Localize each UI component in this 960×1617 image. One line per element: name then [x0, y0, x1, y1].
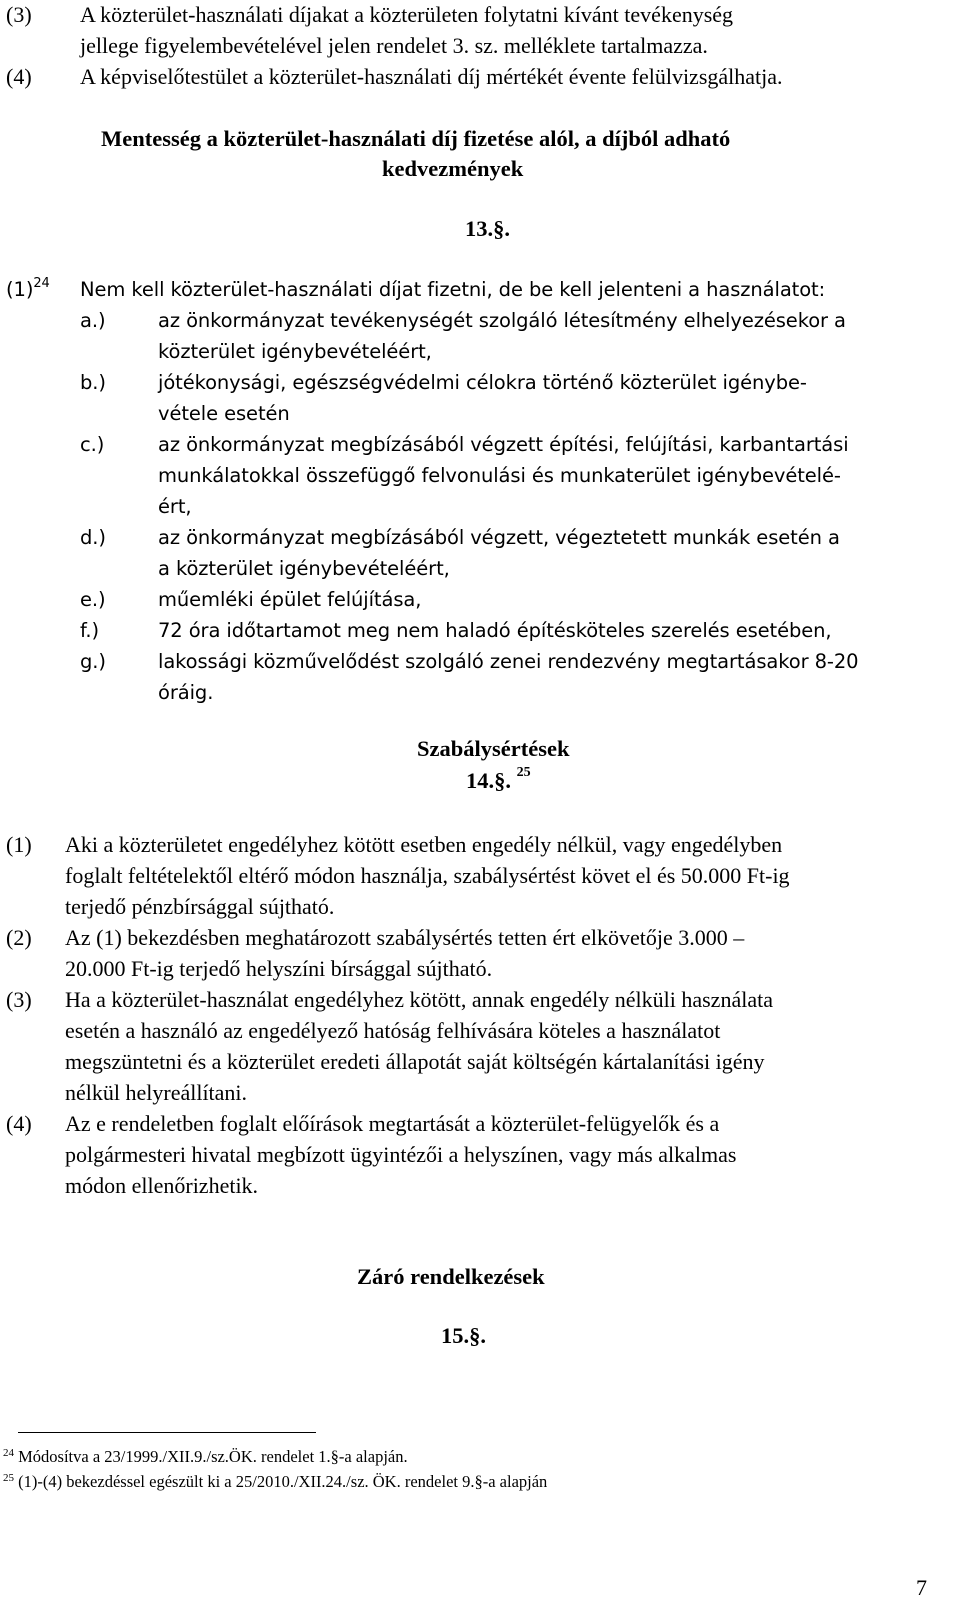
- list-label: f.): [80, 619, 99, 642]
- list-item-line: az önkormányzat megbízásából végzett építési, felújítási, karbantartási: [158, 433, 849, 456]
- footnote-ref: 25: [516, 765, 531, 780]
- para-line: Ha a közterület-használat engedélyhez kötött, annak engedély nélküli használata: [65, 987, 773, 1012]
- para-num: (2): [6, 925, 32, 950]
- list-item-line: ért,: [158, 495, 192, 518]
- list-label: g.): [80, 650, 106, 673]
- para-line: megszüntetni és a közterület eredeti állapotát saját költségén kártalanítási igény: [65, 1049, 765, 1074]
- list-label: d.): [80, 526, 106, 549]
- para-line: nélkül helyreállítani.: [65, 1080, 248, 1105]
- section-number: 13.§.: [465, 216, 510, 241]
- para-num-text: (1): [6, 278, 34, 301]
- para-intro: Nem kell közterület-használati díjat fizetni, de be kell jelenteni a használatot:: [80, 278, 826, 301]
- list-item-line: műemléki épület felújítása,: [158, 588, 422, 611]
- para-line: terjedő pénzbírsággal sújtható.: [65, 894, 335, 919]
- list-item-line: munkálatokkal összefüggő felvonulási és munkaterület igénybevételé-: [158, 464, 841, 487]
- footnote-ref: 24: [33, 276, 50, 291]
- section-heading: kedvezmények: [382, 156, 524, 181]
- para-line: A képviselőtestület a közterület-használati díj mértékét évente felülvizsgálhatja.: [80, 64, 783, 89]
- footnote-number: 25: [3, 1472, 14, 1484]
- section-heading: Záró rendelkezések: [357, 1264, 545, 1289]
- list-item-line: vétele esetén: [158, 402, 290, 425]
- list-item-line: jótékonysági, egészségvédelmi célokra történő közterület igénybe-: [158, 371, 807, 394]
- list-item-line: közterület igénybevételéért,: [158, 340, 432, 363]
- footnote: [3, 1446, 408, 1468]
- footnote: [3, 1471, 547, 1493]
- section-number: 15.§.: [441, 1323, 486, 1348]
- list-item-line: 72 óra időtartamot meg nem haladó építésköteles szerelés esetében,: [158, 619, 832, 642]
- list-label: e.): [80, 588, 106, 611]
- section-heading: Mentesség a közterület-használati díj fizetése alól, a díjból adható: [101, 126, 731, 151]
- para-line: Az (1) bekezdésben meghatározott szabálysértés tetten ért elkövetője 3.000 –: [65, 925, 745, 950]
- footnote-text: Módosítva a 23/1999./XII.9./sz.ÖK. rendelet 1.§-a alapján.: [18, 1447, 408, 1466]
- para-text: A közterület-használati díjakat a közterületen folytatni kívánt tevékenység: [80, 2, 734, 27]
- para-line: 20.000 Ft-ig terjedő helyszíni bírsággal sújtható.: [65, 956, 493, 981]
- para-num: (4): [6, 64, 32, 89]
- list-label: c.): [80, 433, 105, 456]
- para-num: (1): [6, 832, 32, 857]
- para-line: módon ellenőrizhetik.: [65, 1173, 259, 1198]
- section-number: [466, 765, 531, 794]
- section-number-text: 14.§.: [466, 768, 511, 793]
- para-num: [6, 274, 50, 305]
- para-line: foglalt feltételektől eltérő módon használja, szabálysértést követ el és 50.000 Ft-ig: [65, 863, 790, 888]
- footnote-text: (1)-(4) bekezdéssel egészült ki a 25/2010./XII.24./sz. ÖK. rendelet 9.§-a alapján: [18, 1472, 548, 1491]
- page-number: 7: [916, 1575, 927, 1600]
- list-item-line: lakossági közművelődést szolgáló zenei rendezvény megtartásakor 8-20: [158, 650, 859, 673]
- footnote-number: 24: [3, 1447, 14, 1459]
- footnote-divider: [18, 1432, 316, 1433]
- list-item-line: az önkormányzat megbízásából végzett, végeztetett munkák esetén a: [158, 526, 840, 549]
- para-line: Aki a közterületet engedélyhez kötött esetben engedély nélkül, vagy engedélyben: [65, 832, 783, 857]
- section-heading: Szabálysértések: [417, 736, 570, 761]
- para-num: (4): [6, 1111, 32, 1136]
- para-line: Az e rendeletben foglalt előírások megtartását a közterület-felügyelők és a: [65, 1111, 720, 1136]
- para-num: (3): [6, 2, 32, 27]
- list-label: b.): [80, 371, 106, 394]
- list-item-line: óráig.: [158, 681, 214, 704]
- para-num: (3): [6, 987, 32, 1012]
- list-item-line: a közterület igénybevételéért,: [158, 557, 450, 580]
- list-item-line: az önkormányzat tevékenységét szolgáló létesítmény elhelyezésekor a: [158, 309, 846, 332]
- para-line: jellege figyelembevételével jelen rendelet 3. sz. melléklete tartalmazza.: [80, 33, 708, 58]
- para-line: polgármesteri hivatal megbízott ügyintézői a helyszínen, vagy más alkalmas: [65, 1142, 737, 1167]
- list-label: a.): [80, 309, 106, 332]
- para-line: esetén a használó az engedélyező hatóság felhívására köteles a használatot: [65, 1018, 721, 1043]
- para-line: [80, 0, 932, 30]
